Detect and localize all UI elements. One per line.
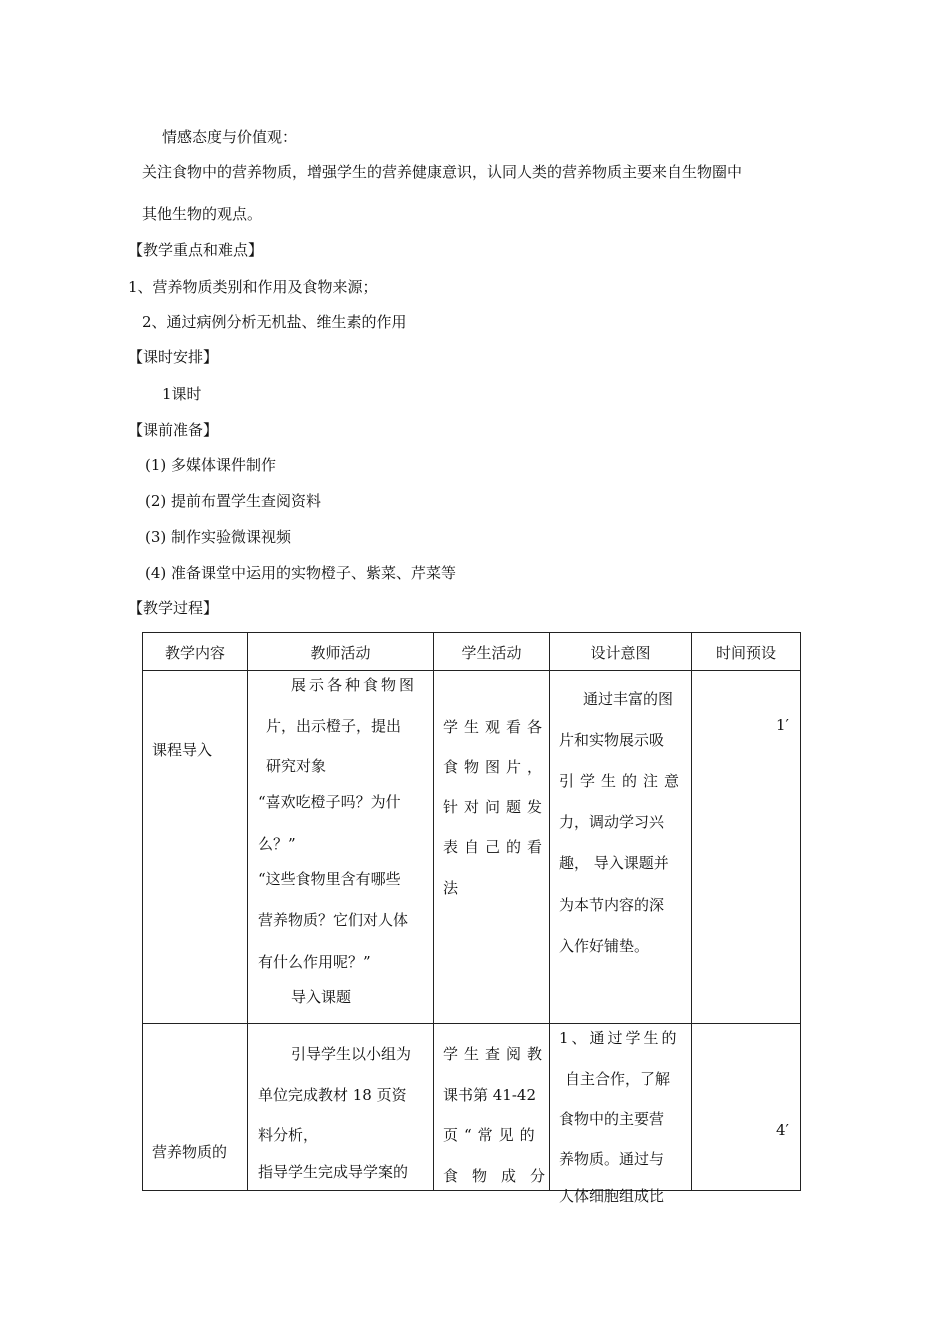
row2-teacher-line: 指导学生完成导学案的	[258, 1163, 409, 1181]
focus-item-2: 2、通过病例分析无机盐、维生素的作用	[142, 313, 407, 331]
table-header-row	[143, 633, 801, 671]
prep-heading: 【课前准备】	[128, 421, 219, 439]
row1-teacher-line: 导入课题	[291, 988, 352, 1006]
row1-teacher-line: 营养物质？它们对人体	[258, 911, 409, 929]
header-content: 教学内容	[143, 633, 248, 671]
row2-student-line: 课书第 41-42	[443, 1086, 537, 1104]
row1-teacher-cell	[248, 671, 434, 1024]
row2-intent-cell	[550, 1024, 692, 1205]
row2-content-cell	[143, 1024, 248, 1191]
prep-item-2: (2) 提前布置学生查阅资料	[145, 492, 322, 510]
row2-teacher-cell	[248, 1024, 434, 1191]
table-row	[143, 671, 801, 1024]
row2-intent-line: 1、通过学生的	[559, 1029, 680, 1047]
focus-item-1: 1、营养物质类别和作用及食物来源；	[128, 278, 378, 296]
row2-intent-line: 养物质。通过与	[559, 1150, 665, 1168]
row1-teacher-line: 么？”	[258, 835, 296, 853]
row1-teacher-line: 片，出示橙子，提出	[266, 717, 402, 735]
focus-heading: 【教学重点和难点】	[128, 241, 264, 259]
row1-student-line: 学生观看各	[443, 718, 549, 736]
row2-teacher-line: 引导学生以小组为	[291, 1045, 412, 1063]
header-intent: 设计意图	[550, 633, 692, 671]
row2-teacher-line: 料分析，	[258, 1126, 319, 1144]
row1-student-cell	[434, 671, 550, 1024]
row1-intent-line: 入作好铺垫。	[559, 937, 650, 955]
row1-intent-line: 力，调动学习兴	[559, 813, 665, 831]
row1-intent-line: 为本节内容的深	[559, 896, 665, 914]
row1-student-line: 表自己的看	[443, 838, 549, 856]
header-student: 学生活动	[434, 633, 550, 671]
header-teacher: 教师活动	[248, 633, 434, 671]
row2-student-line: 学生查阅教	[443, 1045, 549, 1063]
row1-intent-line: 通过丰富的图	[583, 690, 674, 708]
row1-intent-line: 趣， 导入课题并	[559, 854, 669, 872]
row2-student-line: 食物成分	[443, 1167, 560, 1185]
row2-intent-line: 人体细胞组成比	[559, 1187, 665, 1205]
row2-teacher-line: 单位完成教材 18 页资	[258, 1086, 407, 1104]
row1-intent-line: 片和实物展示吸	[559, 731, 665, 749]
table-row	[143, 1024, 801, 1191]
row1-student-line: 食物图片，	[443, 758, 549, 776]
header-time: 时间预设	[692, 633, 801, 671]
row1-intent-cell	[550, 671, 692, 1024]
row1-teacher-line: “喜欢吃橙子吗？为什	[258, 793, 401, 811]
row1-student-line: 法	[443, 879, 459, 897]
row2-student-cell	[434, 1024, 560, 1191]
lesson-table	[142, 632, 801, 1205]
attitude-text-line2: 其他生物的观点。	[142, 205, 263, 223]
row1-student-line: 针对问题发	[443, 798, 549, 816]
attitude-text-line1: 关注食物中的营养物质，增强学生的营养健康意识，认同人类的营养物质主要来自生物圈中	[142, 163, 743, 181]
prep-item-4: (4) 准备课堂中运用的实物橙子、紫菜、芹菜等	[145, 564, 457, 582]
row2-content: 营养物质的	[152, 1143, 228, 1161]
row1-intent-line: 引学生的注意	[559, 772, 686, 790]
row1-content: 课程导入	[152, 741, 213, 759]
process-heading: 【教学过程】	[128, 599, 219, 617]
row1-teacher-line: 展示各种食物图	[291, 676, 418, 694]
schedule-value: 1课时	[162, 385, 202, 403]
row1-time-cell	[692, 671, 801, 1024]
schedule-heading: 【课时安排】	[128, 348, 219, 366]
row2-intent-line: 食物中的主要营	[559, 1110, 665, 1128]
prep-item-1: (1) 多媒体课件制作	[145, 456, 277, 474]
row2-time: 4′	[776, 1121, 789, 1139]
row1-teacher-line: 有什么作用呢？”	[258, 953, 371, 971]
row2-intent-line: 自主合作，了解	[565, 1070, 671, 1088]
row1-time: 1′	[776, 716, 789, 734]
row1-teacher-line: “这些食物里含有哪些	[258, 870, 401, 888]
attitude-heading: 情感态度与价值观：	[162, 128, 298, 146]
row2-time-cell	[692, 1024, 801, 1191]
row1-content-cell	[143, 671, 248, 1024]
row2-student-line: 页“常见的	[443, 1126, 541, 1144]
row1-teacher-line: 研究对象	[266, 757, 327, 775]
prep-item-3: (3) 制作实验微课视频	[145, 528, 292, 546]
